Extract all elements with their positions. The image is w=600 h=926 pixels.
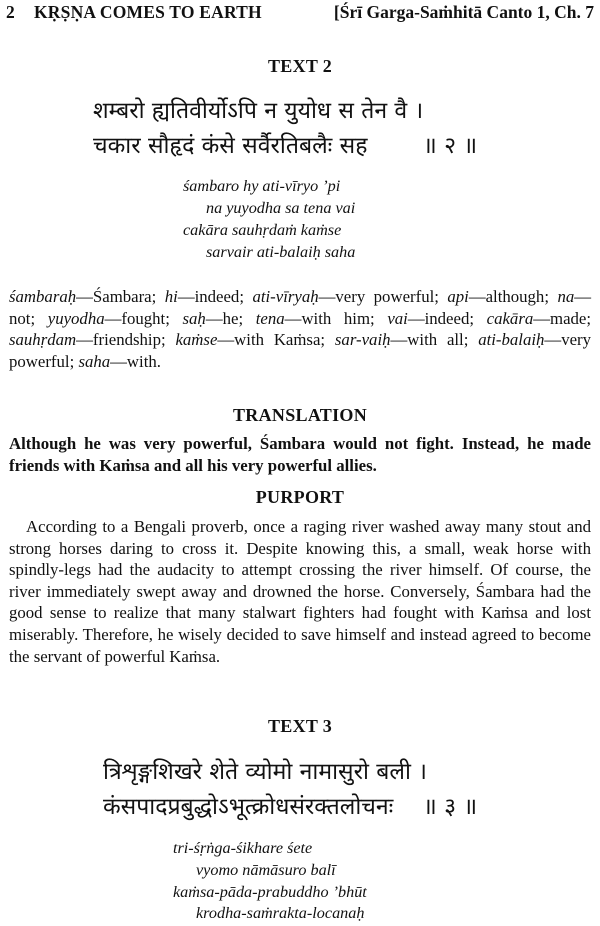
text-2-devanagari-line-1: शम्बरो ह्यतिवीर्योऽपि न युयोध स तेन वै । <box>93 98 424 124</box>
synonym-entry: śambaraḥ—Śambara; <box>9 287 165 306</box>
synonym-entry: ati-vīryaḥ—very powerful; <box>252 287 448 306</box>
synonym-entry: saha—with. <box>78 351 161 371</box>
text-3-devanagari-line-2-text: कंसपादप्रबुद्धोऽभूत्क्रोधसंरक्तलोचनः <box>103 794 394 820</box>
text-3-transliteration-line-1: tri-śṛṅga-śikhare śete <box>173 839 313 857</box>
text-2-heading: TEXT 2 <box>268 56 332 76</box>
text-2-transliteration-line-3: cakāra sauhṛdaṁ kaṁse <box>183 221 342 239</box>
text-3-heading: TEXT 3 <box>268 716 332 736</box>
synonym-entry: tena—with him; <box>255 308 388 328</box>
synonym-entry: sauhṛdam—friendship; <box>9 330 176 350</box>
synonym-entry: sar-vaiḥ—with all; <box>334 330 479 350</box>
text-3-verse-number: ॥ ३ ॥ <box>423 794 478 820</box>
text-2-devanagari-line-2-text: चकार सौहृदं कंसे सर्वैरतिबलैः सह <box>93 133 368 159</box>
synonym-entry: kaṁse—with Kaṁsa; <box>175 330 335 350</box>
purport-heading: PURPORT <box>255 487 345 507</box>
text-3-transliteration-line-4: krodha-saṁrakta-locanaḥ <box>196 904 365 922</box>
text-3-transliteration-line-2: vyomo nāmāsuro balī <box>196 861 336 879</box>
synonym-entry: yuyodha—fought; <box>47 308 183 328</box>
synonym-entry: vai—indeed; <box>387 308 487 328</box>
text-3-devanagari-line-1: त्रिशृङ्गशिखरे शेते व्योमो नामासुरो बली । <box>103 759 427 785</box>
translation-text: Although he was very powerful, Śambara would not fight. Instead, he made friends with Kaṁsa and all his very powerful allies. <box>9 434 591 475</box>
purport-text: According to a Bengali proverb, once a raging river washed away many stout and strong horses daring to cross it. Despite knowing this, a small, weak horse with spindly-legs had the audacity to attempt crossing the river himself. Of course, the river immediately swept away and drowned the horse. Conversely, Śambara had the good sense to realize that many stalwart fighters had fought with Kaṁsa and lost miserably. Therefore, he wisely decided to save himself and instead agreed to become the servant of powerful Kaṁsa. <box>9 517 591 666</box>
page-number: 2 <box>6 2 15 22</box>
text-2-devanagari-line-2 <box>93 128 513 160</box>
translation-heading: TRANSLATION <box>233 405 367 425</box>
synonym-entry: cakāra—made; <box>486 308 592 328</box>
text-3-devanagari-line-2 <box>103 789 523 821</box>
synonym-entry: na—not; <box>9 287 591 328</box>
text-3-transliteration-line-3: kaṁsa-pāda-prabuddho ’bhūt <box>173 883 367 901</box>
text-2-verse-number: ॥ २ ॥ <box>423 133 478 159</box>
synonym-entry: ati-balaiḥ—very powerful; <box>9 330 592 371</box>
book-title: KṚṢṆA COMES TO EARTH <box>34 2 262 22</box>
synonym-entry: api—although; <box>447 287 558 306</box>
text-2-transliteration-line-2: na yuyodha sa tena vai <box>206 199 356 217</box>
text-2-transliteration-line-4: sarvair ati-balaiḥ saha <box>206 243 356 261</box>
text-2-synonyms <box>9 286 591 372</box>
canto-reference: [Śrī Garga-Saṁhitā Canto 1, Ch. 7 <box>333 2 594 22</box>
text-2-transliteration-line-1: śambaro hy ati-vīryo ’pi <box>183 177 341 195</box>
synonym-entry: hi—indeed; <box>164 287 253 306</box>
synonym-entry: saḥ—he; <box>182 308 256 328</box>
